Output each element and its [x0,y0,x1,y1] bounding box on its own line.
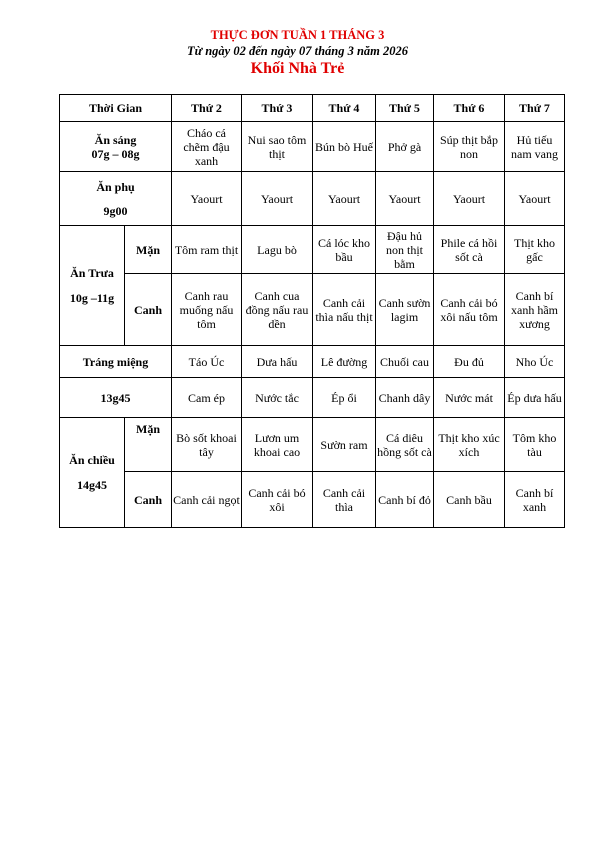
lunch-canh-label: Canh [125,274,172,346]
dinner-label: Ăn chiều [69,452,115,467]
dessert-item: Chuối cau [376,346,434,378]
breakfast-item: Nui sao tôm thịt [242,122,313,172]
weekly-menu-table [59,94,565,528]
header-day-7: Thứ 7 [505,95,565,122]
dinner-canh-item: Canh cải thìa [313,472,376,528]
dinner-canh-item: Canh cải ngọt [172,472,242,528]
snack-label: Ăn phụ [96,179,135,194]
snack-item: Yaourt [376,172,434,226]
dessert-item: Dưa hấu [242,346,313,378]
dinner-canh-item: Canh bí xanh [505,472,565,528]
dinner-man-label: Mặn [125,418,172,472]
breakfast-item: Hủ tiếu nam vang [505,122,565,172]
header-day-4: Thứ 4 [313,95,376,122]
lunch-canh-item: Canh cải bó xôi nấu tôm [434,274,505,346]
dinner-label-cell [60,418,125,528]
dinner-man-item: Sườn ram [313,418,376,472]
breakfast-label: Ăn sáng [94,132,137,147]
lunch-man-item: Cá lóc kho bầu [313,226,376,274]
snack-time: 9g00 [103,203,128,218]
dinner-man-item: Bò sốt khoai tây [172,418,242,472]
dinner-man-item: Lươn um khoai cao [242,418,313,472]
header-time: Thời Gian [60,95,172,122]
lunch-man-label: Mặn [125,226,172,274]
afternoon-snack-item: Ép ổi [313,378,376,418]
dinner-canh-row [60,472,565,528]
dinner-time: 14g45 [77,477,107,492]
lunch-canh-item: Canh rau muống nấu tôm [172,274,242,346]
snack-item: Yaourt [313,172,376,226]
dessert-item: Lê đường [313,346,376,378]
lunch-canh-item: Canh cải thìa nấu thịt [313,274,376,346]
dinner-canh-item: Canh bí đỏ [376,472,434,528]
lunch-man-item: Đậu hủ non thịt bằm [376,226,434,274]
breakfast-item: Bún bò Huế [313,122,376,172]
lunch-canh-item: Canh sườn lagim [376,274,434,346]
menu-title: THỰC ĐƠN TUẦN 1 THÁNG 3 [210,28,385,42]
afternoon-snack-item: Cam ép [172,378,242,418]
dinner-man-item: Cá diêu hồng sốt cà [376,418,434,472]
lunch-man-row [60,226,565,274]
breakfast-item: Cháo cá chẽm đậu xanh [172,122,242,172]
lunch-canh-row [60,274,565,346]
dessert-row [60,346,565,378]
dinner-canh-item: Canh bầu [434,472,505,528]
menu-header [0,27,595,79]
breakfast-time: 07g – 08g [91,146,140,161]
lunch-time: 10g –11g [69,290,115,305]
afternoon-snack-item: Ép dưa hấu [505,378,565,418]
snack-item: Yaourt [505,172,565,226]
lunch-canh-item: Canh bí xanh hầm xương [505,274,565,346]
lunch-label-cell [60,226,125,346]
dessert-item: Táo Úc [172,346,242,378]
header-day-2: Thứ 2 [172,95,242,122]
header-day-6: Thứ 6 [434,95,505,122]
breakfast-label-cell [60,122,172,172]
menu-date-range: Từ ngày 02 đến ngày 07 tháng 3 năm 2026 [186,44,409,58]
breakfast-row [60,122,565,172]
header-day-5: Thứ 5 [376,95,434,122]
breakfast-item: Súp thịt bắp non [434,122,505,172]
menu-group-name: Khối Nhà Trẻ [250,60,345,77]
lunch-man-item: Phile cá hồi sốt cà [434,226,505,274]
afternoon-snack-time: 13g45 [60,378,172,418]
dessert-label: Tráng miệng [60,346,172,378]
lunch-man-item: Lagu bò [242,226,313,274]
breakfast-item: Phở gà [376,122,434,172]
dessert-item: Đu đủ [434,346,505,378]
snack-item: Yaourt [434,172,505,226]
afternoon-snack-item: Nước mát [434,378,505,418]
header-day-3: Thứ 3 [242,95,313,122]
afternoon-snack-item: Chanh dây [376,378,434,418]
dinner-canh-item: Canh cải bó xôi [242,472,313,528]
lunch-canh-item: Canh cua đồng nấu rau dền [242,274,313,346]
dinner-canh-label: Canh [125,472,172,528]
lunch-label: Ăn Trưa [70,265,114,280]
lunch-man-item: Thịt kho gấc [505,226,565,274]
dessert-item: Nho Úc [505,346,565,378]
afternoon-snack-item: Nước tắc [242,378,313,418]
snack-item: Yaourt [172,172,242,226]
table-header-row [60,95,565,122]
afternoon-snack-row [60,378,565,418]
dinner-man-item: Tôm kho tàu [505,418,565,472]
dinner-man-row [60,418,565,472]
snack-label-cell [60,172,172,226]
lunch-man-item: Tôm ram thịt [172,226,242,274]
snack-row [60,172,565,226]
dinner-man-item: Thịt kho xúc xích [434,418,505,472]
snack-item: Yaourt [242,172,313,226]
